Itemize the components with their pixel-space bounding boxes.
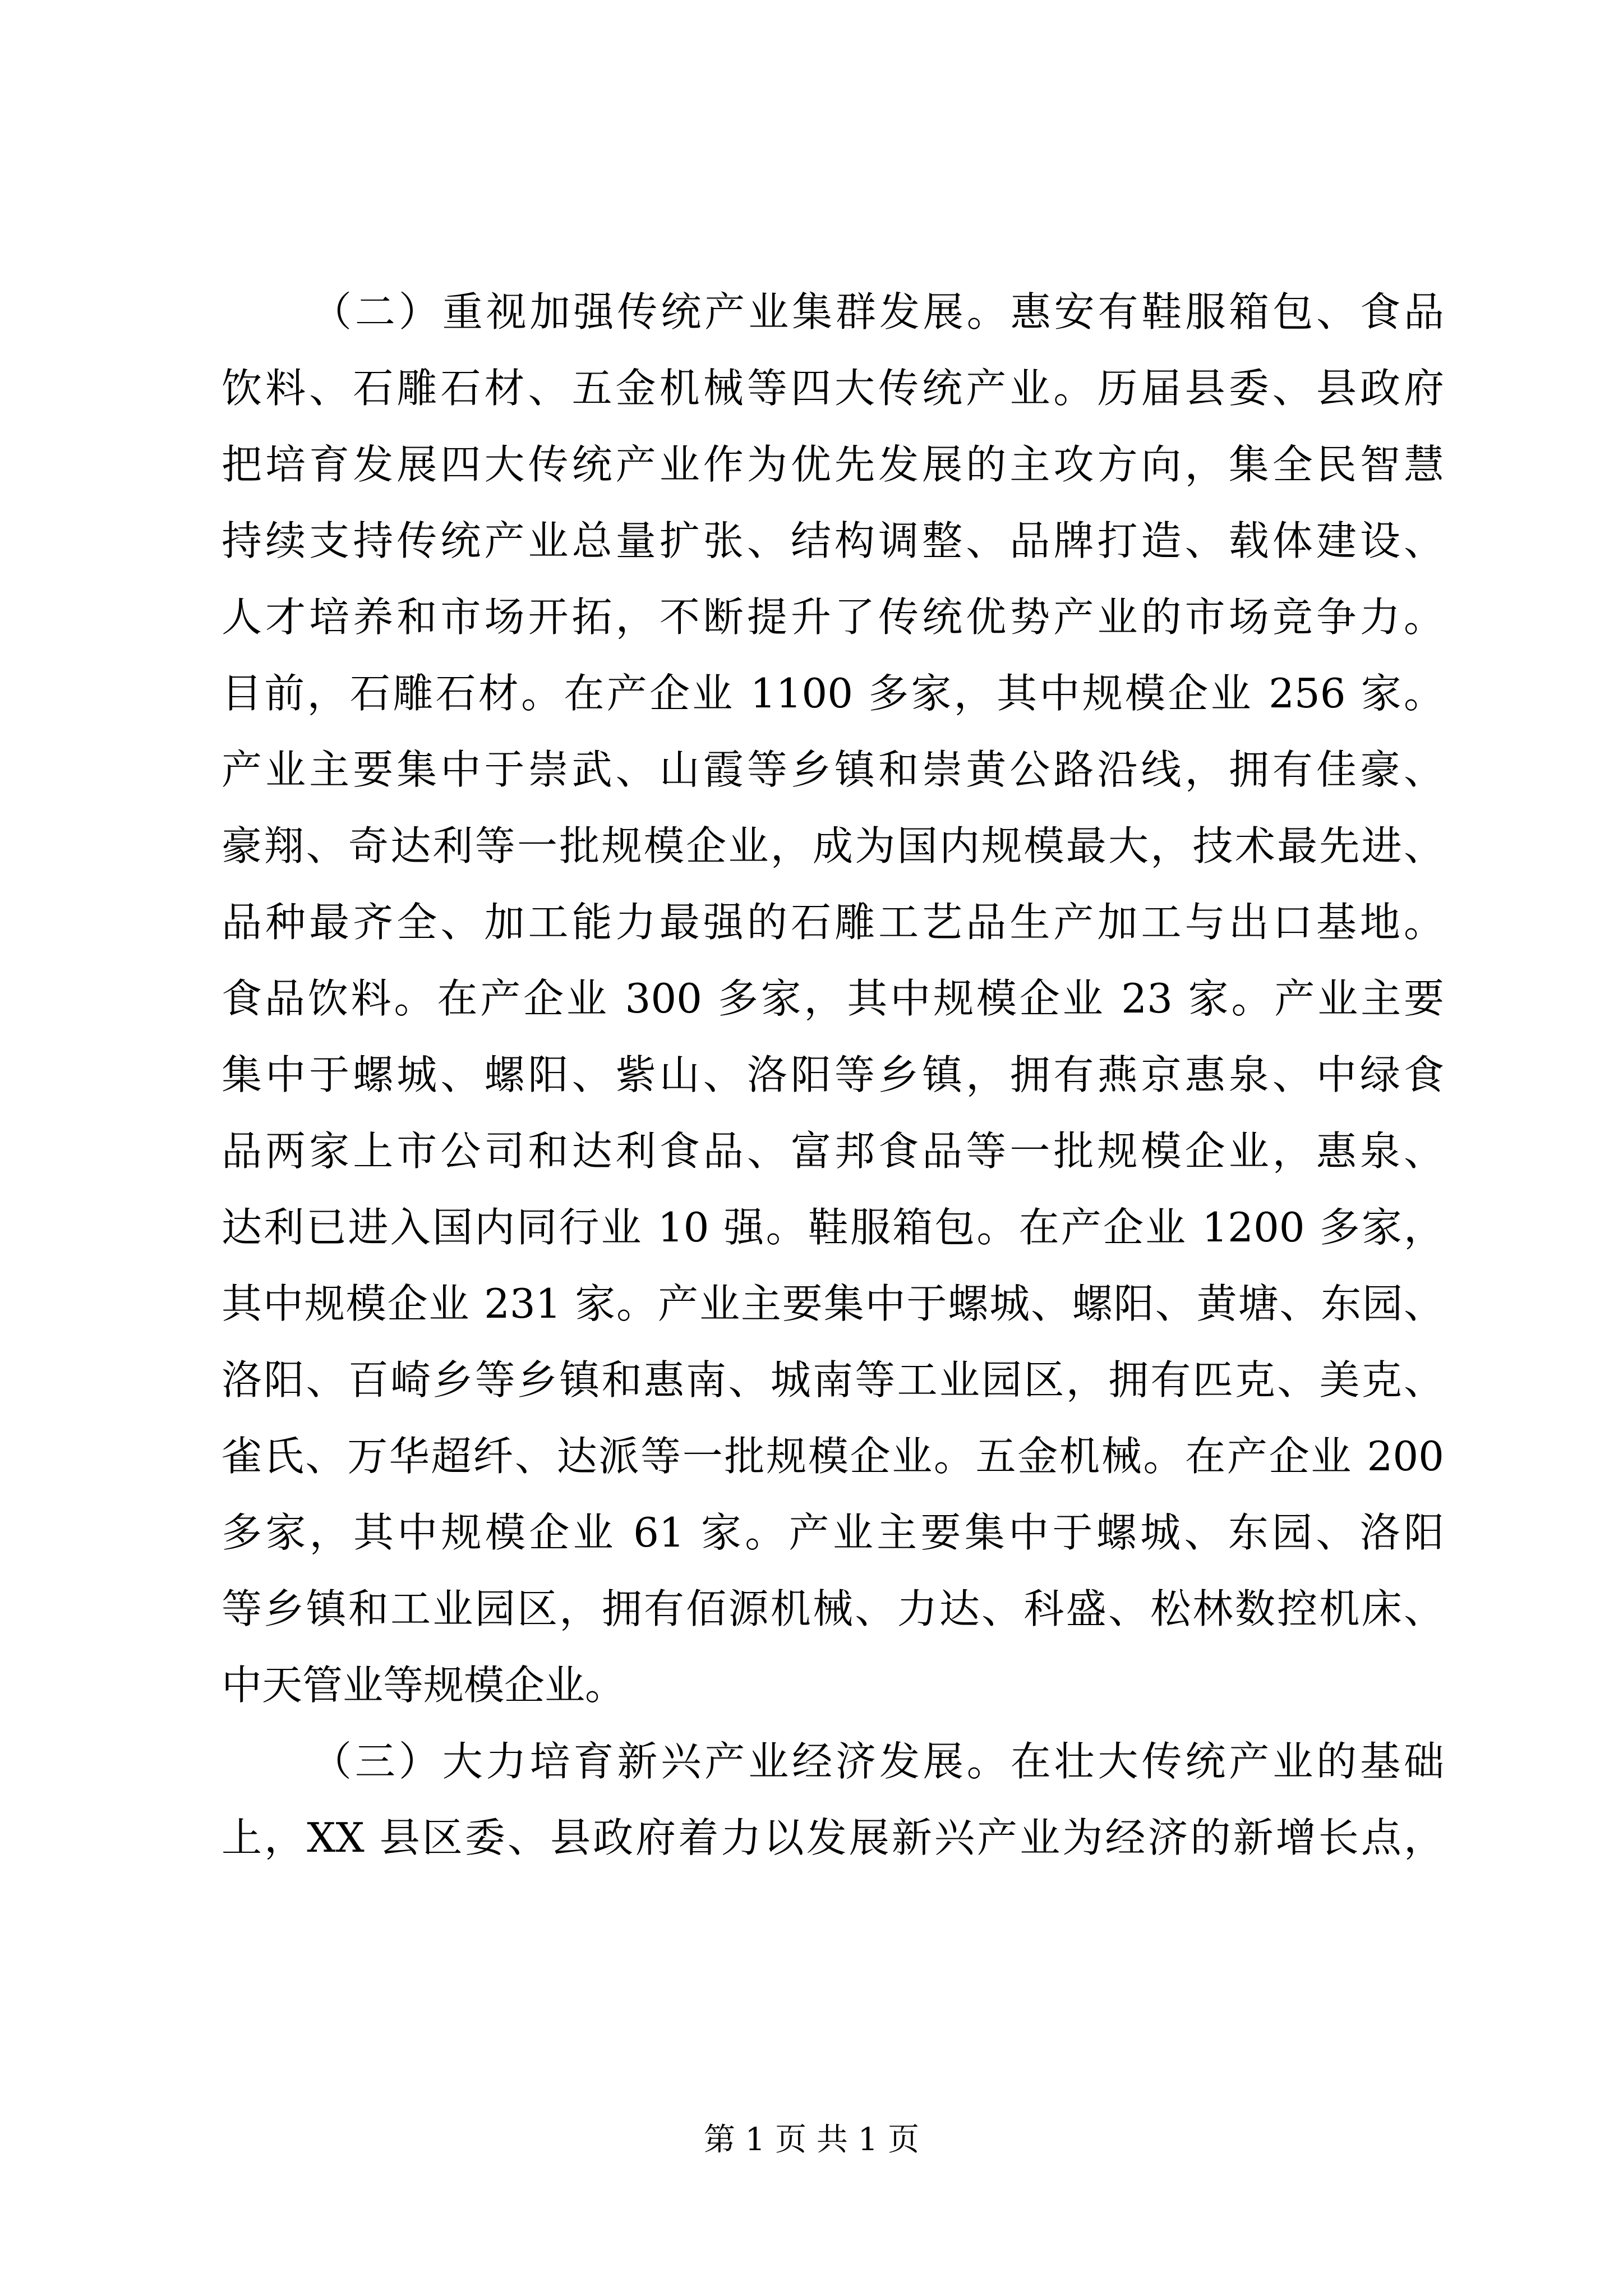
text-line: 品两家上市公司和达利食品、富邦食品等一批规模企业，惠泉、: [222, 1128, 1444, 1175]
paragraph-emerging-industries: [222, 1723, 1444, 1876]
text-line: （三）大力培育新兴产业经济发展。在壮大传统产业的基础: [311, 1738, 1444, 1785]
text-line: 多家，其中规模企业 61 家。产业主要集中于螺城、东园、洛阳: [222, 1509, 1444, 1556]
text-line: 等乡镇和工业园区，拥有佰源机械、力达、科盛、松林数控机床、: [222, 1585, 1444, 1632]
text-line: 洛阳、百崎乡等乡镇和惠南、城南等工业园区，拥有匹克、美克、: [222, 1356, 1444, 1404]
text-line: 豪翔、奇达利等一批规模企业，成为国内规模最大，技术最先进、: [222, 822, 1444, 869]
text-line: 达利已进入国内同行业 10 强。鞋服箱包。在产企业 1200 多家，: [222, 1204, 1444, 1251]
text-line: 雀氏、万华超纤、达派等一批规模企业。五金机械。在产企业 200: [222, 1433, 1444, 1480]
paragraph-traditional-industries: [222, 274, 1444, 1723]
text-line: 食品饮料。在产企业 300 多家，其中规模企业 23 家。产业主要: [222, 975, 1444, 1022]
text-line: 产业主要集中于崇武、山霞等乡镇和崇黄公路沿线，拥有佳豪、: [222, 746, 1444, 793]
text-line: 其中规模企业 231 家。产业主要集中于螺城、螺阳、黄塘、东园、: [222, 1280, 1444, 1327]
text-line: 人才培养和市场开拓，不断提升了传统优势产业的市场竞争力。: [222, 593, 1444, 641]
text-line: 中天管业等规模企业。: [222, 1662, 626, 1709]
text-line: 品种最齐全、加工能力最强的石雕工艺品生产加工与出口基地。: [222, 899, 1444, 946]
text-line: 饮料、石雕石材、五金机械等四大传统产业。历届县委、县政府: [222, 365, 1444, 412]
text-line: 上，XX 县区委、县政府着力以发展新兴产业为经济的新增长点，: [222, 1814, 1444, 1861]
text-line: 持续支持传统产业总量扩张、结构调整、品牌打造、载体建设、: [222, 517, 1444, 564]
text-line: （二）重视加强传统产业集群发展。惠安有鞋服箱包、食品: [311, 288, 1444, 335]
text-line: 目前，石雕石材。在产企业 1100 多家，其中规模企业 256 家。: [222, 670, 1444, 717]
page-number-label: 第 1 页 共 1 页: [703, 2122, 920, 2158]
text-line: 集中于螺城、螺阳、紫山、洛阳等乡镇，拥有燕京惠泉、中绿食: [222, 1051, 1444, 1098]
document-body: [222, 274, 1444, 1876]
text-line: 把培育发展四大传统产业作为优先发展的主攻方向，集全民智慧: [222, 441, 1444, 488]
page-footer: [0, 2118, 1623, 2162]
